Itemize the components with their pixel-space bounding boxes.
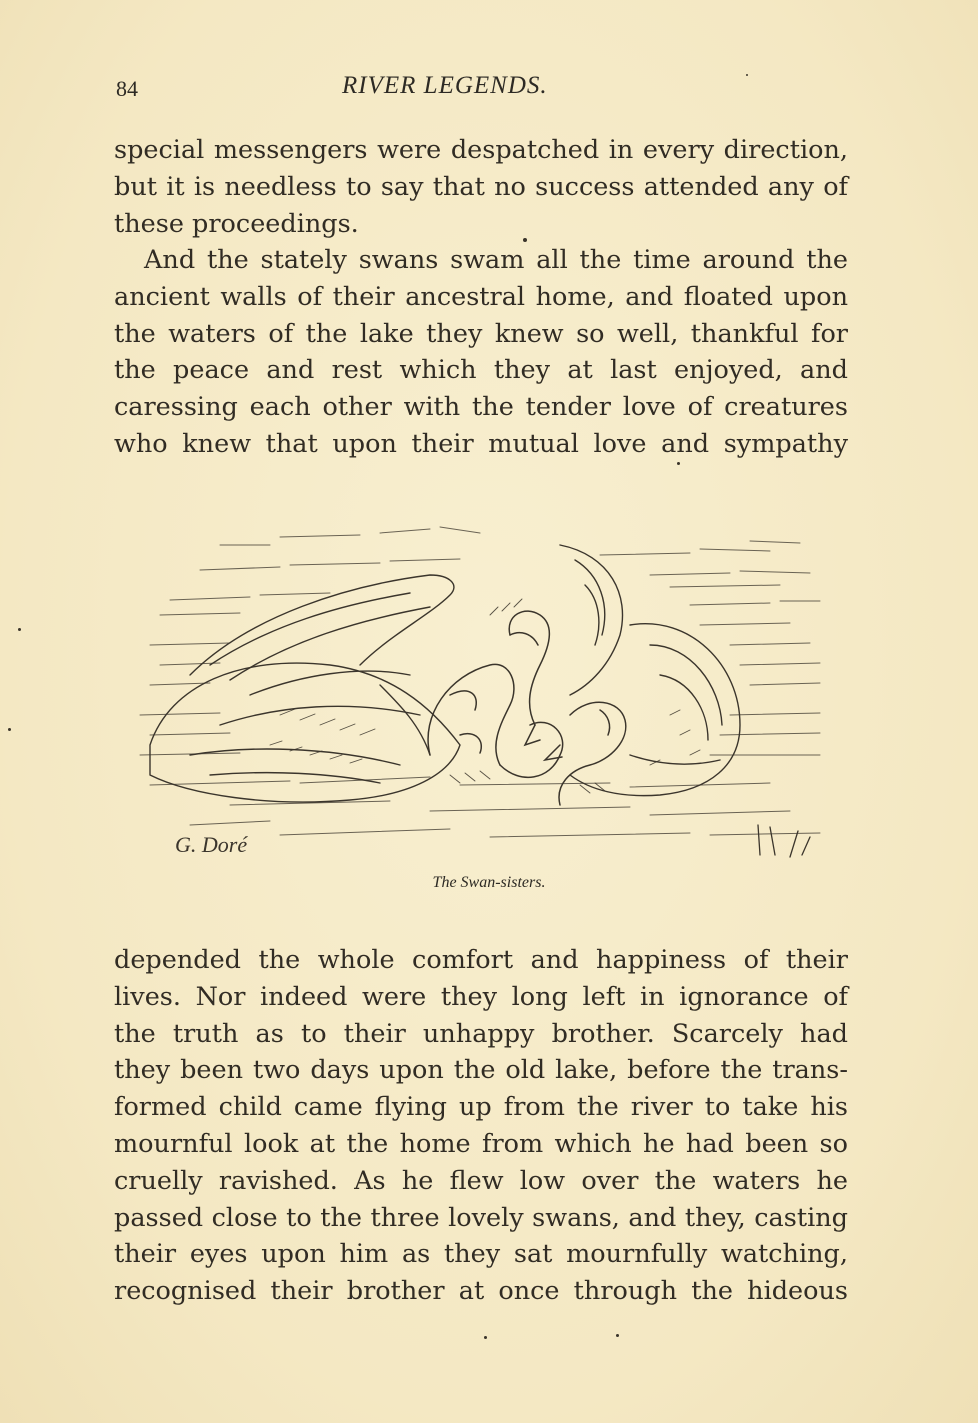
page-header — [116, 72, 848, 108]
ink-speck — [484, 1336, 487, 1339]
text-line: ancient walls of their ancestral home, and floated upon — [114, 281, 848, 312]
left-swan — [150, 575, 460, 802]
ink-speck — [616, 1334, 619, 1337]
running-title: RIVER LEGENDS. — [342, 72, 548, 99]
ink-speck — [18, 628, 21, 631]
water-hatching — [140, 527, 820, 837]
paragraph-1 — [114, 132, 848, 242]
text-line: cruelly ravished. As he flew low over the waters he — [114, 1165, 848, 1196]
right-swan — [560, 545, 740, 796]
paragraph-2 — [114, 242, 848, 463]
text-line: special messengers were despatched in every direction, — [114, 135, 848, 165]
ink-speck — [677, 462, 680, 465]
text-line: recognised their brother at once through the hideous — [114, 1276, 848, 1307]
feather-shading — [270, 599, 700, 793]
swan-engraving — [130, 515, 830, 865]
text-line: their eyes upon him as they sat mournfully watching, — [114, 1239, 848, 1270]
text-line: the peace and rest which they at last enjoyed, and — [114, 355, 848, 386]
text-line: caressing each other with the tender love of creatures — [114, 392, 848, 423]
ink-speck — [8, 728, 11, 731]
text-line: formed child came flying up from the river to take his — [114, 1092, 848, 1123]
artist-signature: G. Doré — [175, 832, 248, 857]
swan-illustration — [130, 515, 830, 865]
text-line: passed close to the three lovely swans, and they, casting — [114, 1202, 848, 1233]
text-line: depended the whole comfort and happiness of their — [114, 945, 848, 975]
text-line: these proceedings. — [114, 208, 359, 239]
reeds — [758, 825, 810, 857]
text-line: they been two days upon the old lake, before the trans- — [114, 1055, 848, 1086]
text-line: mournful look at the home from which he had been so — [114, 1128, 848, 1159]
text-line: the waters of the lake they knew so well, thankful for — [114, 318, 848, 349]
text-line: the truth as to their unhappy brother. Scarcely had — [114, 1018, 848, 1049]
paragraph-3 — [114, 942, 848, 1310]
page-number: 84 — [116, 76, 138, 101]
text-line: lives. Nor indeed were they long left in ignorance of — [114, 981, 848, 1012]
ink-speck — [523, 238, 527, 242]
illustration-caption: The Swan-sisters. — [432, 874, 546, 891]
text-line: but it is needless to say that no success attended any of — [114, 171, 848, 202]
text-line: And the stately swans swam all the time around the — [144, 245, 848, 275]
text-line: who knew that upon their mutual love and sympathy — [114, 428, 848, 459]
ink-speck — [746, 74, 748, 76]
